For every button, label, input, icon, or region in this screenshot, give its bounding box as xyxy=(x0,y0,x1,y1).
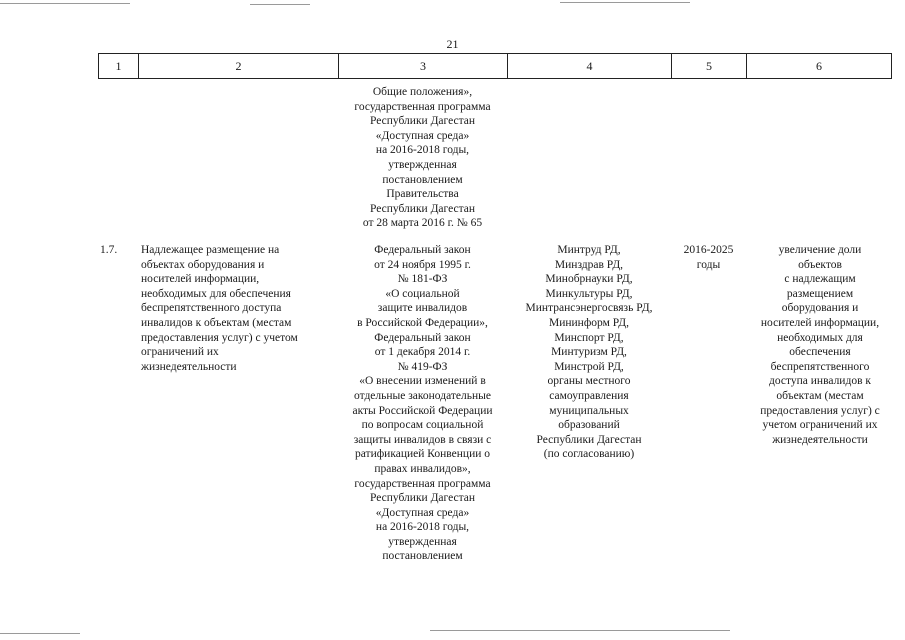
row-1-measure: Надлежащее размещение на объектах оборудования и носителей информации, необходимых для обеспечения беспрепятственного доступа инвалидов к объектам (местам предоставления услуг) с учетом ограничений их жизнедеятельности xyxy=(141,244,298,373)
header-col-5: 5 xyxy=(671,54,746,78)
header-col-6: 6 xyxy=(746,54,892,78)
row-0-legal-basis: Общие положения», государственная программа Республики Дагестан «Доступная среда» на 2016-2018 годы, утвержденная постановлением Правительства Республики Дагестан от 28 марта 2016 г. № 65 xyxy=(354,86,491,230)
scan-noise xyxy=(0,633,80,634)
header-col-4: 4 xyxy=(507,54,671,78)
scan-noise xyxy=(560,2,690,3)
page-number: 21 xyxy=(446,37,459,51)
row-1-result: увеличение доли объектов с надлежащим размещением оборудования и носителей информации, необходимых для обеспечения беспрепятственного доступа инвалидов к объектам (местам предоставления услуг) с учетом ограничений их жизнедеятельности xyxy=(760,244,880,446)
table-header-row xyxy=(98,53,892,79)
header-col-2: 2 xyxy=(138,54,338,78)
scan-noise xyxy=(250,4,310,5)
scan-noise xyxy=(430,630,730,631)
row-1-period: 2016-2025 годы xyxy=(683,244,734,271)
row-1-executors: Минтруд РД, Минздрав РД, Минобрнауки РД, Минкультуры РД, Минтрансэнергосвязь РД, Мининформ РД, Минспорт РД, Минтуризм РД, Минстрой РД, органы местного самоуправления муниципальных образований Республики Дагестан (по согласованию) xyxy=(525,244,653,461)
row-1-legal-basis: Федеральный закон от 24 ноября 1995 г. № 181-ФЗ «О социальной защите инвалидов в Российской Федерации», Федеральный закон от 1 декабря 2014 г. № 419-ФЗ «О внесении изменений в отдельные законодательные акты Российской Федерации по вопросам социальной защиты инвалидов в связи с ратификацией Конвенции о правах инвалидов», государственная программа Республики Дагестан «Доступная среда» на 2016-2018 годы, утвержденная постановлением xyxy=(352,244,493,563)
scan-noise xyxy=(0,3,130,4)
header-col-1: 1 xyxy=(98,54,138,78)
row-1-number: 1.7. xyxy=(100,244,118,256)
header-col-3: 3 xyxy=(338,54,507,78)
